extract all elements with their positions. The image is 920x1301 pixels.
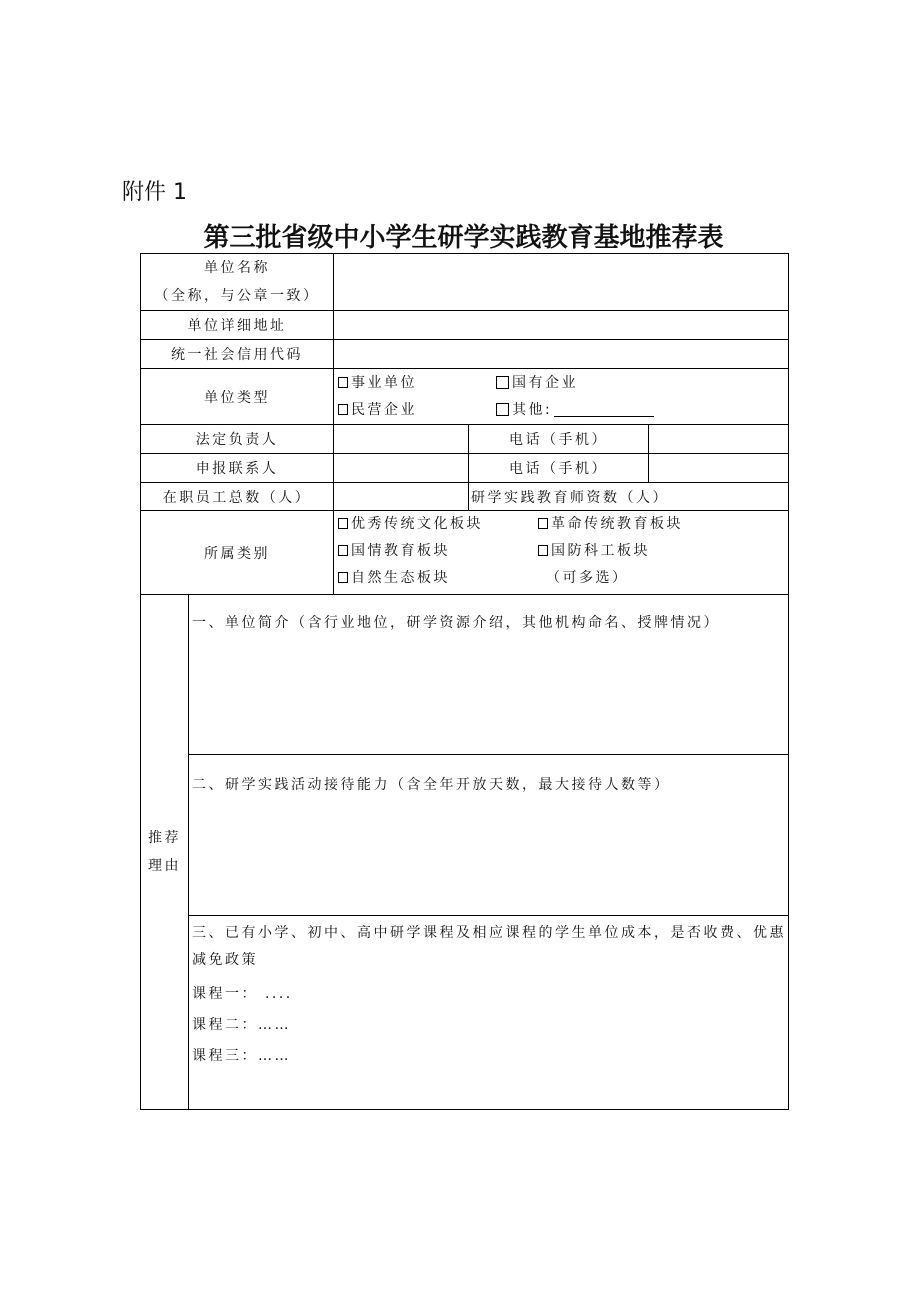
contact-person-field[interactable]	[334, 454, 469, 483]
unit-type-option-public-institution[interactable]	[338, 370, 496, 397]
reason-row-intro	[141, 595, 789, 755]
course-item-1[interactable]: 课程一： ....	[192, 986, 293, 1002]
staff-total-field[interactable]	[334, 483, 469, 511]
recommendation-form-table	[140, 253, 789, 1110]
unit-name-label: 单位名称	[204, 260, 270, 276]
checkbox-icon[interactable]	[338, 377, 348, 388]
category-label: 所属类别	[141, 511, 334, 595]
option-label: 其他:	[512, 401, 553, 418]
unit-type-option-state-owned[interactable]	[496, 370, 788, 397]
reason-intro-heading: 一、单位简介（含行业地位，研学资源介绍，其他机构命名、授牌情况）	[192, 615, 720, 631]
reason-intro-field[interactable]	[189, 595, 789, 755]
option-label: 民营企业	[351, 401, 417, 418]
multi-select-note: （可多选）	[546, 570, 629, 586]
reason-courses-heading: 三、已有小学、初中、高中研学课程及相应课程的学生单位成本，是否收费、优惠减免政策	[192, 925, 786, 968]
category-option-defense-technology[interactable]	[538, 538, 788, 565]
address-field[interactable]	[334, 311, 789, 340]
checkbox-icon[interactable]	[338, 518, 348, 529]
credit-code-label: 统一社会信用代码	[141, 340, 334, 369]
checkbox-icon[interactable]	[338, 545, 348, 556]
option-label: 事业单位	[351, 374, 417, 391]
other-type-fill-line[interactable]	[554, 415, 654, 417]
teachers-count-label[interactable]: 研学实践教育师资数（人）	[469, 483, 789, 511]
category-option-revolutionary-tradition[interactable]	[538, 511, 788, 538]
contact-person-phone-label: 电话（手机）	[469, 454, 649, 483]
unit-type-row	[141, 369, 789, 425]
reason-row-courses	[141, 916, 789, 1110]
option-label: 国防科工板块	[551, 543, 650, 559]
option-label: 优秀传统文化板块	[351, 516, 483, 532]
reasons-label-cell	[141, 595, 189, 1110]
staff-row	[141, 483, 789, 511]
checkbox-icon[interactable]	[538, 545, 548, 556]
checkbox-icon[interactable]	[538, 518, 548, 529]
unit-type-option-other[interactable]	[496, 397, 788, 424]
category-row	[141, 511, 789, 595]
checkbox-icon[interactable]	[338, 572, 348, 583]
category-options	[334, 511, 789, 595]
reasons-label: 推荐理由	[148, 830, 181, 874]
category-option-natural-ecology[interactable]	[338, 565, 538, 592]
reason-courses-field[interactable]	[189, 916, 789, 1110]
checkbox-icon[interactable]	[338, 404, 348, 415]
reason-capacity-field[interactable]	[189, 755, 789, 916]
checkbox-icon[interactable]	[496, 403, 509, 416]
course-item-3[interactable]: 课程三：……	[192, 1048, 291, 1064]
unit-name-row	[141, 254, 789, 311]
legal-person-label: 法定负责人	[141, 425, 334, 454]
attachment-label: 附件 1	[122, 180, 187, 205]
reason-capacity-heading: 二、研学实践活动接待能力（含全年开放天数，最大接待人数等）	[192, 777, 671, 793]
legal-person-phone-field[interactable]	[649, 425, 789, 454]
contact-person-phone-field[interactable]	[649, 454, 789, 483]
option-label: 革命传统教育板块	[551, 516, 683, 532]
legal-person-field[interactable]	[334, 425, 469, 454]
unit-type-options	[334, 369, 789, 425]
unit-name-note: （全称，与公章一致）	[154, 288, 320, 304]
category-option-national-conditions[interactable]	[338, 538, 538, 565]
credit-code-field[interactable]	[334, 340, 789, 369]
contact-person-row	[141, 454, 789, 483]
address-label: 单位详细地址	[141, 311, 334, 340]
unit-type-label: 单位类型	[141, 369, 334, 425]
checkbox-icon[interactable]	[496, 376, 509, 389]
unit-name-field[interactable]	[334, 254, 789, 311]
address-row	[141, 311, 789, 340]
unit-name-label-cell	[141, 254, 334, 311]
option-label: 自然生态板块	[351, 570, 450, 586]
unit-type-option-private[interactable]	[338, 397, 496, 424]
category-option-traditional-culture[interactable]	[338, 511, 538, 538]
legal-person-row	[141, 425, 789, 454]
option-label: 国有企业	[512, 374, 578, 391]
legal-person-phone-label: 电话（手机）	[469, 425, 649, 454]
credit-code-row	[141, 340, 789, 369]
reason-row-capacity	[141, 755, 789, 916]
contact-person-label: 申报联系人	[141, 454, 334, 483]
option-label: 国情教育板块	[351, 543, 450, 559]
course-item-2[interactable]: 课程二：……	[192, 1017, 291, 1033]
staff-total-label: 在职员工总数（人）	[141, 483, 334, 511]
page-title: 第三批省级中小学生研学实践教育基地推荐表	[203, 223, 724, 253]
course-list	[192, 974, 788, 1072]
